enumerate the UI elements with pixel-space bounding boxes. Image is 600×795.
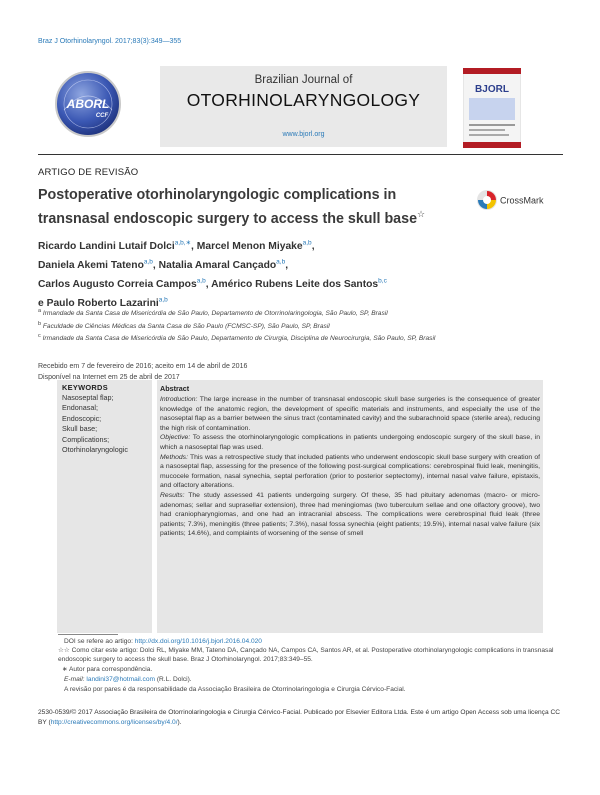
license-link[interactable]: http://creativecommons.org/licenses/by/4.0/	[50, 719, 178, 726]
affiliation-b: $^b$ Faculdade de Ciências Médicas da Santa Casa de São Paulo (FCMSC-SP), São Paulo, SP, Brasil	[38, 321, 330, 331]
keywords-title: KEYWORDS	[62, 383, 108, 392]
footnote-divider	[58, 634, 118, 635]
abstract-objective: Objective: To assess the otorhinolaryngologic complications in patients undergoing endoscopic surgery of the skull base, in which a nasoseptal flap was used.	[160, 434, 540, 451]
keyword-item: Complications;	[62, 434, 110, 444]
abstract-results: Results: The study assessed 41 patients undergoing surgery. Of these, 35 had pituitary adenomas (macro- or micro-adenomas; sellar and suprasellar extension), three had meningiomas (two tuberculum sellae and one olfactory groove), two had craniopharyngiomas, and one had an intracranial abscess. The complications were cerebrospinal fluid leak (three patients; 7.3%), meningitis (three patients; 7.3%), nasal fossa synechia (eight patients; 19.5%), internal nasal valve failure (six patients; 14.6%), and complaints of worsening of the sense of smell	[160, 491, 540, 538]
author[interactable]: e Paulo Roberto Lazarini$^{a,b}$	[38, 296, 168, 310]
affiliation-a: $^a$ Irmandade da Santa Casa de Misericórdia de São Paulo, Departamento de Otorrinolaringologia, São Paulo, SP, Brasil	[38, 308, 388, 318]
logo-subtext: CCF	[95, 113, 109, 119]
keyword-item: Otorhinolaryngologic	[62, 445, 128, 455]
doi-footnote: DOI se refere ao artigo: http://dx.doi.org/10.1016/j.bjorl.2016.04.020	[64, 638, 262, 645]
journal-cover-thumbnail	[463, 68, 521, 148]
affiliation-c: $^c$ Irmandade da Santa Casa de Misericórdia de São Paulo, Departamento de Cirurgia, Disciplina de Neurocirurgia, São Paulo, SP, Brasil	[38, 333, 436, 343]
keyword-item: Skull base;	[62, 424, 98, 434]
keywords-list	[62, 393, 128, 455]
title-line-1: Postoperative otorhinolaryngologic complications in	[38, 187, 397, 203]
cover-title: BJORL	[475, 84, 509, 95]
doi-link[interactable]: http://dx.doi.org/10.1016/j.bjorl.2016.04.020	[134, 638, 262, 645]
journal-name-large: OTORHINOLARYNGOLOGY	[186, 90, 421, 110]
author-list	[38, 236, 508, 312]
journal-name-small: Brazilian Journal of	[254, 74, 353, 86]
author[interactable]: Marcel Menon Miyake$^{a,b}$,	[196, 240, 315, 253]
online-date: Disponível na Internet em 25 de abril de 2017	[38, 373, 180, 381]
author[interactable]: Daniela Akemi Tateno$^{a,b}$,	[38, 258, 159, 272]
email-footnote: E-mail: landini37@hotmail.com (R.L. Dolci).	[64, 676, 192, 683]
abstract-title: Abstract	[160, 384, 190, 393]
article-title	[38, 186, 428, 229]
abstract-methods: Methods: This was a retrospective study that included patients who underwent endoscopic skull base surgery with creation of a nasoseptal flap, assessing for the presence of the following post-surgical complications: cerebrospinal fluid leak, meningitis, mucocele formation, nasal synechia, septal perforation (prior to posterior septectomy), internal nasal valve failure, epistaxis, and olfactory alterations.	[160, 453, 540, 490]
header-divider	[38, 154, 563, 155]
review-footnote: A revisão por pares é da responsabilidade da Associação Brasileira de Otorrinolaringologia e Cirurgia Cérvico-Facial.	[64, 686, 406, 693]
abstract-introduction: Introduction: The large increase in the number of transnasal endoscopic skull base surgeries is the consequence of greater knowledge of the anatomic region, the development of specific materials and instruments, and especially the use of the nasoseptal flap as a barrier between the sinus tract (contaminated cavity) and the subarachnoid space (sterile area), reducing the high risk of contamination.	[160, 396, 540, 432]
copyright-notice: 2530-0539/© 2017 Associação Brasileira de Otorrinolaringologia e Cirurgia Cérvico-Facial. Publicado por Elsevier Editora Ltda. Este é um artigo Open Access sob uma licença CC BY (http://creativecommons.org/licenses/by/4.0/).	[38, 709, 561, 726]
author-footnote: ∗ Autor para correspondência.	[62, 666, 153, 673]
author[interactable]: Américo Rubens Leite dos Santos$^{b,c}$	[211, 277, 387, 291]
keyword-item: Endonasal;	[62, 403, 98, 413]
citation-footnote: ☆☆ Como citar este artigo: Dolci RL, Miyake MM, Tateno DA, Cançado NA, Campos CA, Santos AR, et al. Postoperative otorhinolaryngologic complications in transnasal endoscopic surgery to access the skull base. Braz J Otorhinolaryngol. 2017;83:349–55.	[58, 647, 554, 664]
title-line-2: transnasal endoscopic surgery to access the skull base	[38, 210, 418, 227]
author[interactable]: Carlos Augusto Correia Campos$^{a,b}$,	[38, 277, 212, 291]
author[interactable]: Ricardo Landini Lutaif Dolci$^{a,b,∗}$,	[38, 240, 197, 253]
keyword-item: Nasoseptal flap;	[62, 393, 114, 402]
abstract-body	[160, 395, 540, 631]
journal-citation[interactable]: Braz J Otorhinolaryngol. 2017;83(3):349—355	[38, 38, 182, 45]
aborl-logo	[54, 70, 122, 138]
email-link[interactable]: landini37@hotmail.com	[86, 676, 155, 683]
title-footnote-mark[interactable]: ☆	[417, 209, 426, 219]
received-date: Recebido em 7 de fevereiro de 2016; aceito em 14 de abril de 2016	[38, 363, 248, 370]
author[interactable]: Natalia Amaral Cançado$^{a,b}$,	[158, 258, 289, 272]
keyword-item: Endoscopic;	[62, 413, 102, 423]
journal-url-link[interactable]: www.bjorl.org	[282, 131, 325, 138]
section-label: ARTIGO DE REVISÃO	[38, 167, 139, 178]
crossmark-badge[interactable]	[476, 188, 556, 212]
logo-text: ABORL	[66, 97, 110, 111]
crossmark-label: CrossMark	[500, 195, 544, 206]
